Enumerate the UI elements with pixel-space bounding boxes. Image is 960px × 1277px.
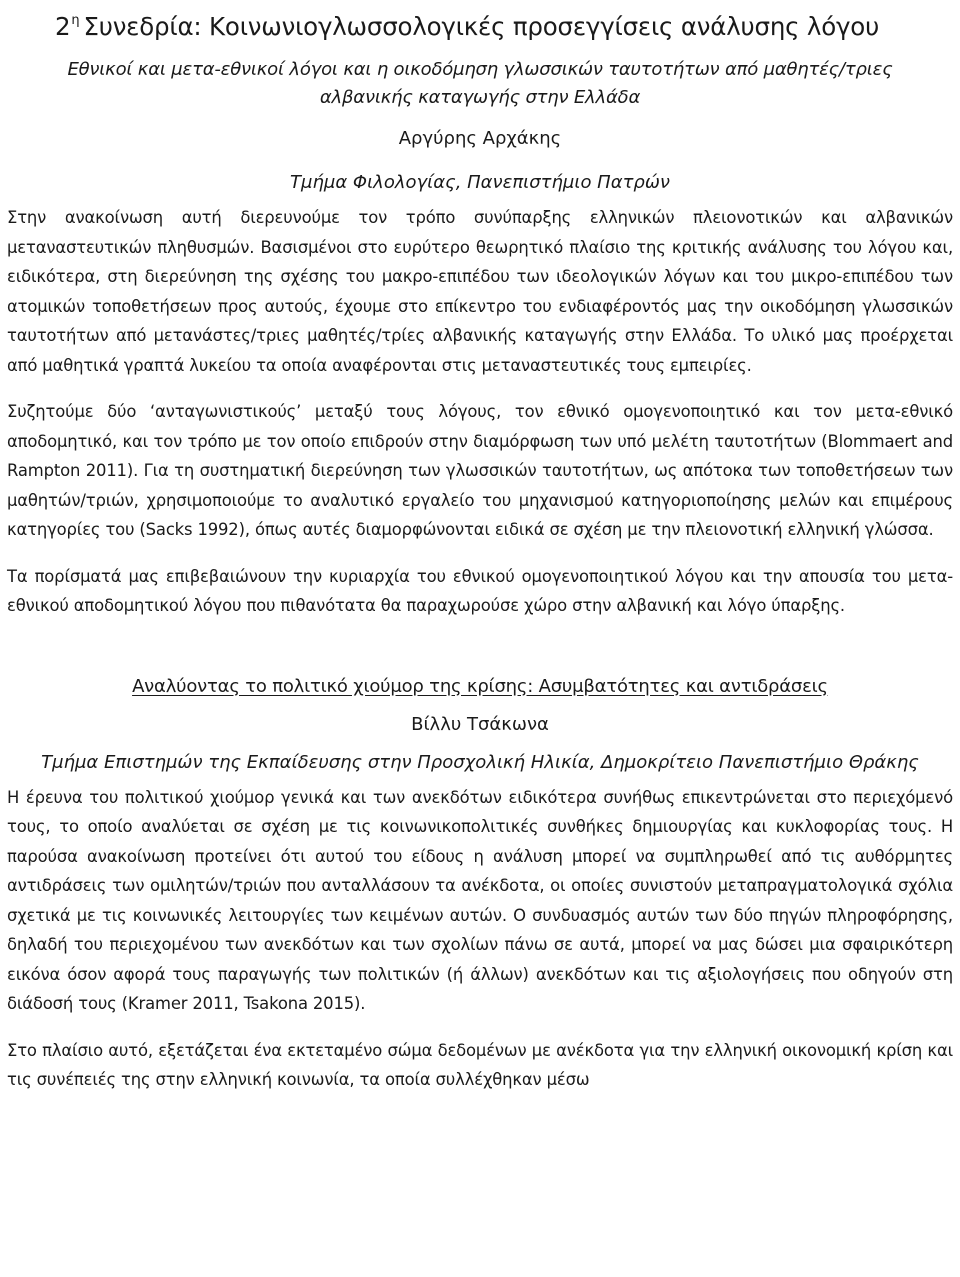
session-heading bbox=[7, 0, 953, 42]
session-superscript: η bbox=[71, 13, 80, 28]
paper-1-paragraph-3: Τα πορίσματά μας επιβεβαιώνουν την κυριαρχία του εθνικού ομογενοποιητικού λόγου και την απουσία του μετα-εθνικού αποδομητικού λόγου που πιθανότατα θα παραχωρούσε χώρο στην αλβανική και λόγο ύπαρξης. bbox=[7, 566, 953, 615]
paper-2-affiliation: Τμήμα Επιστημών της Εκπαίδευσης στην Προσχολική Ηλικία, Δημοκρίτειο Πανεπιστήμιο Θράκης bbox=[41, 751, 919, 773]
paper-1-title-line1: Εθνικοί και μετα-εθνικοί λόγοι και η οικοδόμηση γλωσσικών ταυτοτήτων από μαθητές/τριες bbox=[67, 59, 893, 80]
paper-1-title bbox=[7, 56, 953, 112]
paper-1-paragraph-2: Συζητούμε δύο ‘ανταγωνιστικούς’ μεταξύ τους λόγους, τον εθνικό ομογενοποιητικό και τον μετα-εθνικό αποδομητικό, και τον τρόπο με τον οποίο επιδρούν στην διαμόρφωση των υπό μελέτη ταυτοτήτων (Blommaert and Rampton 2011). Για τη συστηματική διερεύνηση των γλωσσικών ταυτοτήτων, ως απότοκα των τοποθετήσεων των μαθητών/τριών, χρησιμοποιούμε το αναλυτικό εργαλείο του μηχανισμού κατηγοριοποίησης μελών και επιμέρους κατηγορίες του (Sacks 1992), όπως αυτές διαμορφώνονται ειδικά σε σχέση με την πλειονοτική ελληνική γλώσσα. bbox=[7, 402, 953, 539]
paper-1-title-line2: αλβανικής καταγωγής στην Ελλάδα bbox=[319, 87, 641, 108]
paper-1-paragraph-1: Στην ανακοίνωση αυτή διερευνούμε τον τρόπο συνύπαρξης ελληνικών πλειονοτικών και αλβανικών μεταναστευτικών πληθυσμών. Βασισμένοι στο ευρύτερο θεωρητικό πλαίσιο της κριτικής ανάλυσης του λόγου και, ειδικότερα, στη διερεύνηση της σχέσης του μακρο-επιπέδου των ιδεολογικών λόγων και του μικρο-επιπέδου των ατομικών τοποθετήσεων προς αυτούς, έχουμε στο επίκεντρο του ενδιαφέροντός μας την οικοδόμηση γλωσσικών ταυτοτήτων από μετανάστες/τριες μαθητές/τρίες αλβανικής καταγωγής στην Ελλάδα. Το υλικό μας προέρχεται από μαθητικά γραπτά λυκείου τα οποία αναφέρονται στις μεταναστευτικές τους εμπειρίες. bbox=[7, 208, 953, 375]
paper-1-affiliation: Τμήμα Φιλολογίας, Πανεπιστήμιο Πατρών bbox=[290, 172, 670, 193]
paper-2-paragraph-1: Η έρευνα του πολιτικού χιούμορ γενικά και των ανεκδότων ειδικότερα συνήθως επικεντρώνεται στο περιεχόμενό τους, το οποίο αναλύεται σε σχέση με τις κοινωνικοπολιτικές συνθήκες δημιουργίας και κυκλοφορίας τους. Η παρούσα ανακοίνωση προτείνει ότι αυτού του είδους η ανάλυση μπορεί να συμπληρωθεί από τις αυθόρμητες αντιδράσεις των ομιλητών/τριών που ανταλλάσουν τα ανέκδοτα, οι οποίες συνιστούν μεταπραγματολογικά σχόλια σχετικά με τις κοινωνικές λειτουργίες των κειμένων αυτών. Ο συνδυασμός αυτών των δύο πηγών πληροφόρησης, δηλαδή του περιεχομένου των ανεκδότων και των σχολίων πάνω σε αυτά, μπορεί να μας δώσει μια σφαιρικότερη εικόνα όσον αφορά τους παραγωγής των πολιτικών (ή άλλων) ανεκδότων και τις αξιολογήσεις που οδηγούν στη διάδοσή τους (Kramer 2011, Tsakona 2015). bbox=[7, 787, 953, 1013]
paper-2-author: Βίλλυ Τσάκωνα bbox=[411, 713, 549, 735]
paper-1 bbox=[7, 56, 953, 621]
paper-2 bbox=[7, 673, 953, 1095]
session-number: 2 bbox=[55, 12, 71, 41]
session-title: Συνεδρία: Κοινωνιογλωσσολογικές προσεγγίσεις ανάλυσης λόγου bbox=[83, 12, 880, 41]
paper-1-author: Αργύρης Αρχάκης bbox=[398, 128, 562, 149]
paper-2-paragraph-2: Στο πλαίσιο αυτό, εξετάζεται ένα εκτεταμένο σώμα δεδομένων με ανέκδοτα για την ελληνική οικονομική κρίση και τις συνέπειές της στην ελληνική κοινωνία, τα οποία συλλέχθηκαν μέσω bbox=[7, 1040, 953, 1089]
paper-2-title: Αναλύοντας το πολιτικό χιούμορ της κρίσης: Ασυμβατότητες και αντιδράσεις bbox=[132, 675, 828, 697]
